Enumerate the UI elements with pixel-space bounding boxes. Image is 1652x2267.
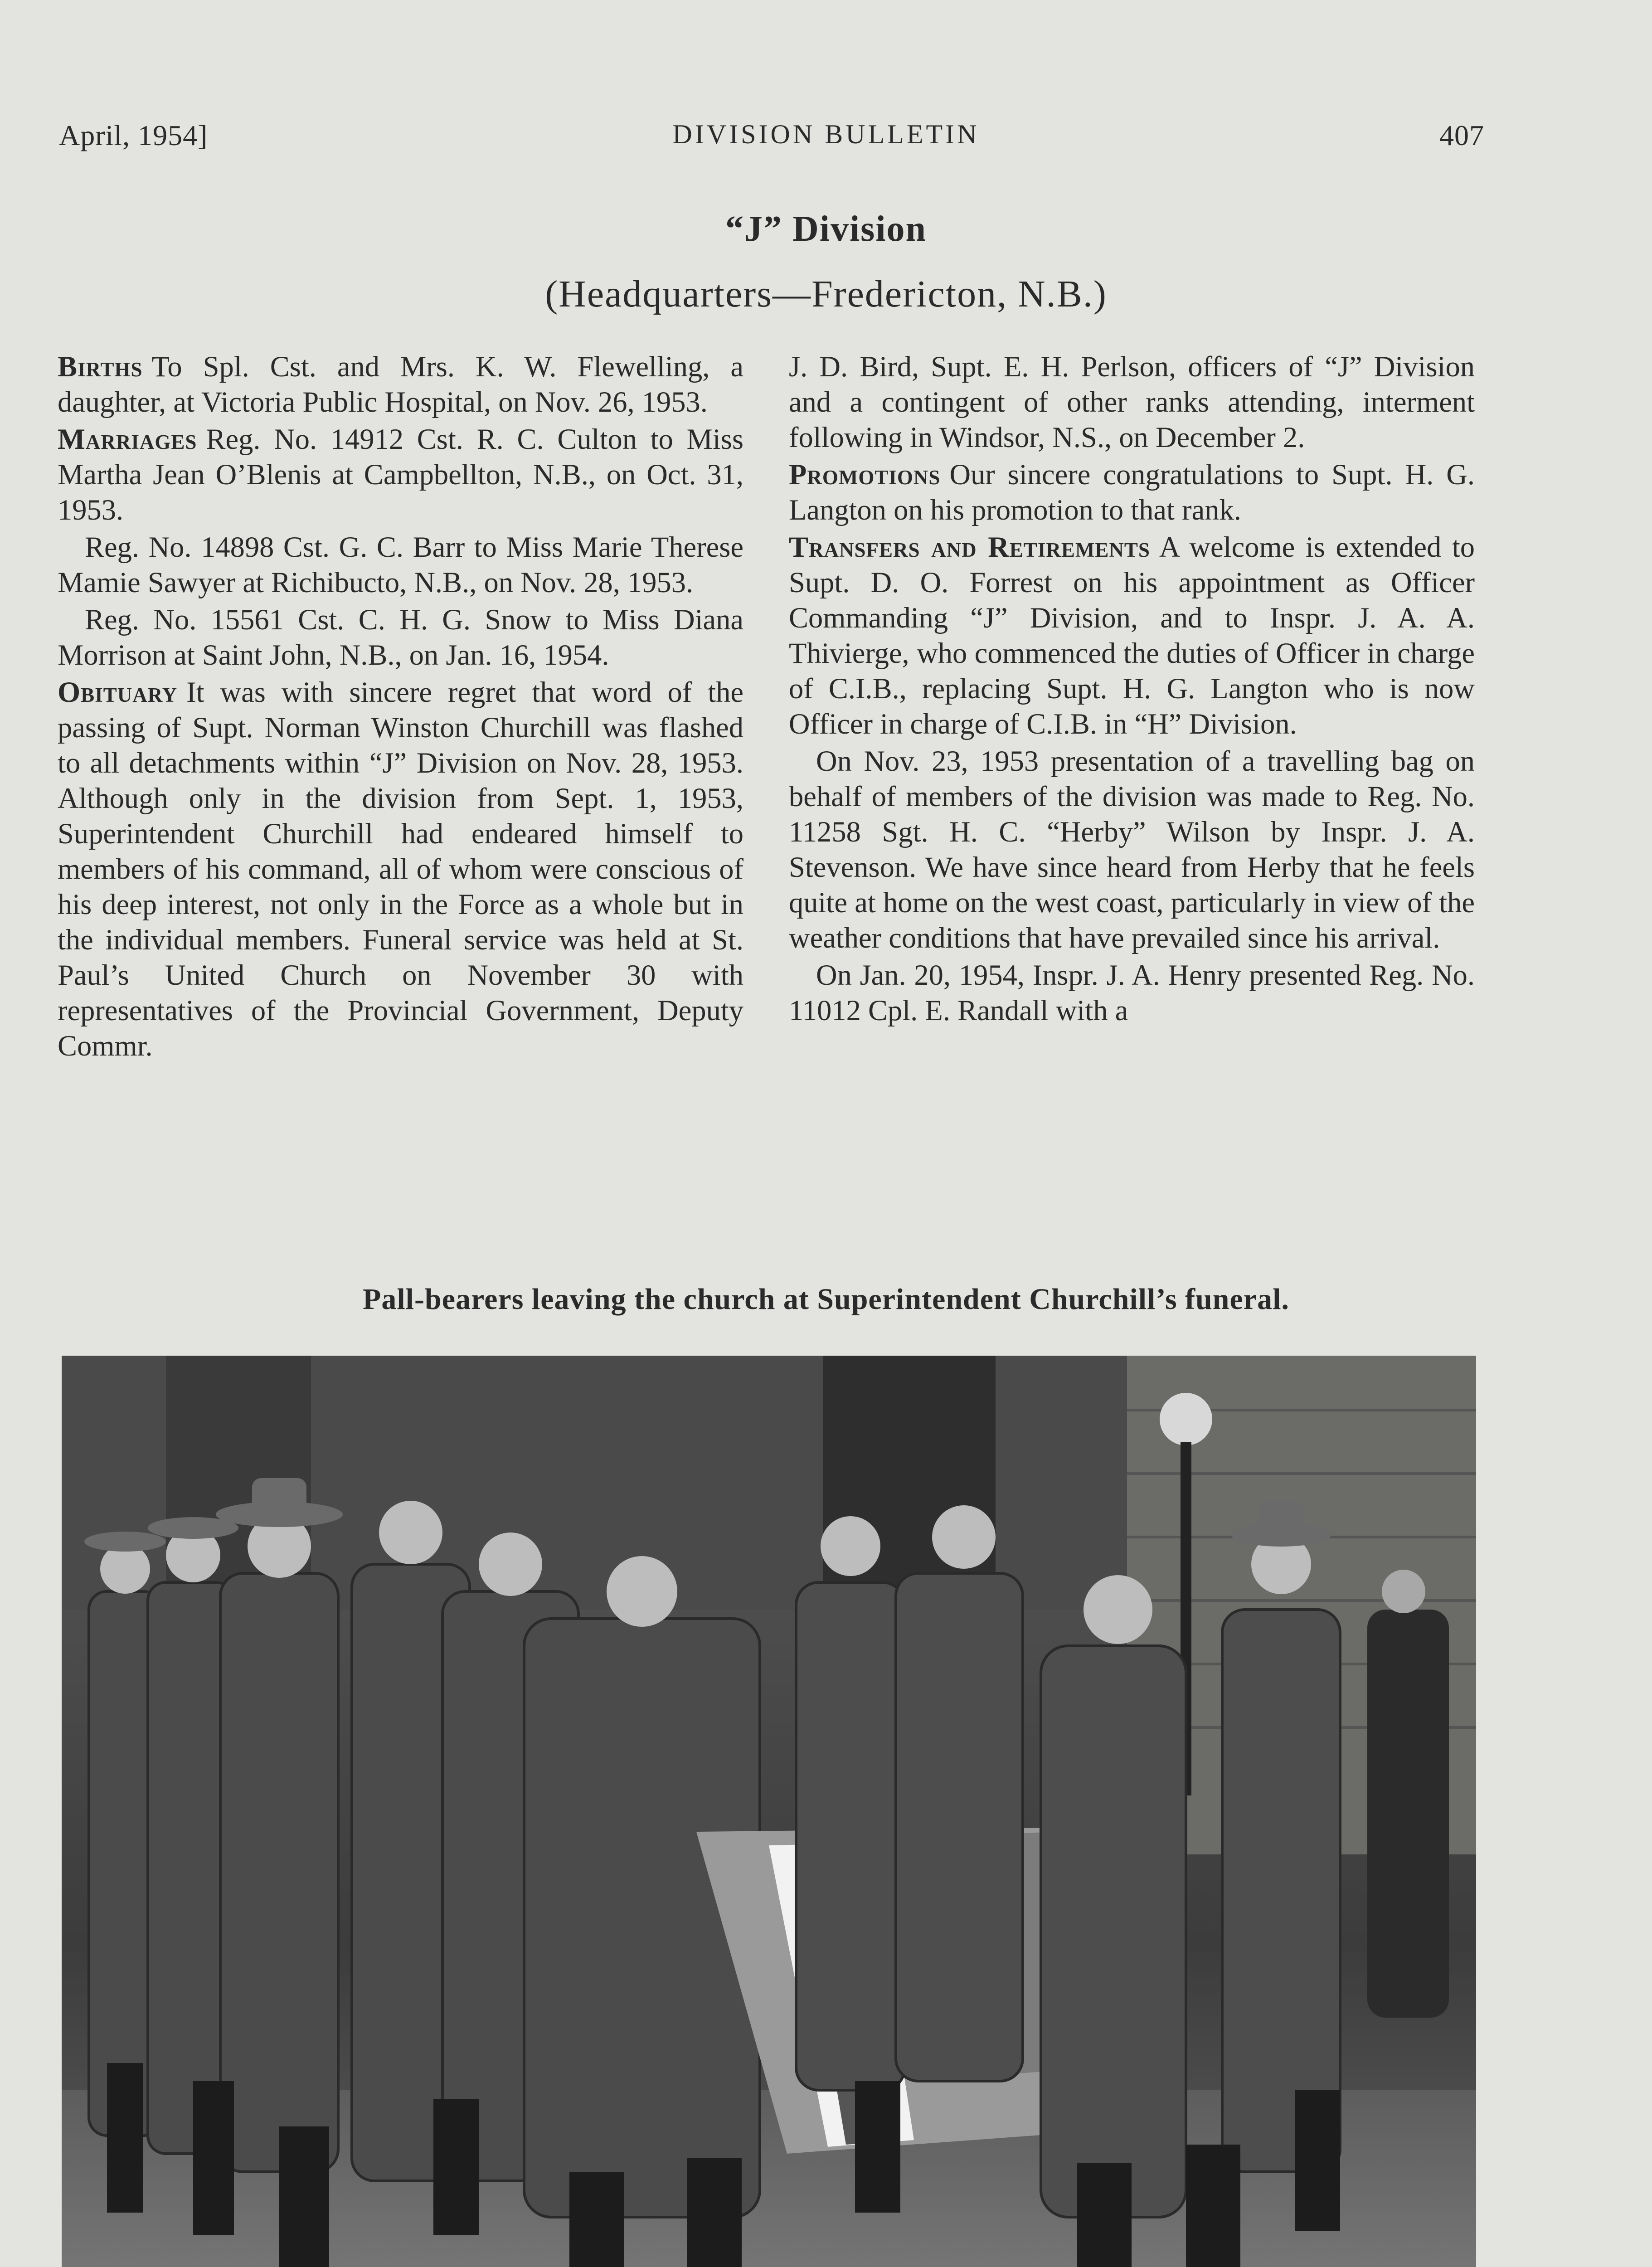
running-header-title: DIVISION BULLETIN <box>672 119 980 149</box>
obituary-heading: Obituary <box>58 676 178 708</box>
running-header-date: April, 1954] <box>59 119 208 151</box>
promotions-heading: Promotions <box>789 458 941 491</box>
left-column <box>58 349 743 1065</box>
transfers-text: A welcome is extended to Supt. D. O. Forrest on his appointment as Officer Commanding “J” Division, and to Inspr. J. A. A. Thivierge, who commenced the duties of Officer in charge of C.I.B., replacing Supt. H. G. Langton who is now Officer in charge of C.I.B. in “H” Division. <box>789 531 1475 740</box>
obituary-paragraph <box>58 675 743 1064</box>
photo-caption: Pall-bearers leaving the church at Superintendent Churchill’s funeral. <box>363 1283 1289 1316</box>
marriages-heading: Marriages <box>58 423 197 455</box>
funeral-photo <box>62 1356 1476 2267</box>
births-text: To Spl. Cst. and Mrs. K. W. Flewelling, a daughter, at Victoria Public Hospital, on Nov. 26, 1953. <box>58 350 743 418</box>
births-paragraph <box>58 349 743 420</box>
right-column <box>789 349 1475 1030</box>
marriages-paragraph <box>58 422 743 528</box>
funeral-photo-illustration <box>62 1356 1476 2267</box>
transfers-paragraph-3: On Jan. 20, 1954, Inspr. J. A. Henry presented Reg. No. 11012 Cpl. E. Randall with a <box>789 959 1475 1026</box>
births-heading: Births <box>58 350 143 383</box>
page-number: 407 <box>1439 119 1484 151</box>
marriage-paragraph-3: Reg. No. 15561 Cst. C. H. G. Snow to Miss Diana Morrison at Saint John, N.B., on Jan. 16, 1954. <box>58 603 743 671</box>
section-subtitle: (Headquarters—Fredericton, N.B.) <box>545 273 1107 315</box>
section-title: “J” Division <box>725 209 927 249</box>
promotions-text: Our sincere congratulations to Supt. H. G. Langton on his promotion to that rank. <box>789 458 1475 526</box>
transfers-heading: Transfers and Retirements <box>789 531 1150 563</box>
obituary-continued: J. D. Bird, Supt. E. H. Perlson, officers of “J” Division and a contingent of other ranks attending, interment following in Windsor, N.S., on December 2. <box>789 350 1475 453</box>
marriages-text: Reg. No. 14912 Cst. R. C. Culton to Miss Martha Jean O’Blenis at Campbellton, N.B., on Oct. 31, 1953. <box>58 423 743 526</box>
promotions-paragraph <box>789 457 1475 528</box>
obituary-text: It was with sincere regret that word of the passing of Supt. Norman Winston Churchill was flashed to all detachments within “J” Division on Nov. 28, 1953. Although only in the division from Sept. 1, 1953, Superintendent Churchill had endeared himself to members of his command, all of whom were conscious of his deep interest, not only in the Force as a whole but in the individual members. Funeral service was held at St. Paul’s United Church on November 30 with representatives of the Provincial Government, Deputy Commr. <box>58 676 743 1062</box>
transfers-paragraph <box>789 530 1475 742</box>
marriage-paragraph-2: Reg. No. 14898 Cst. G. C. Barr to Miss Marie Therese Mamie Sawyer at Richibucto, N.B., on Nov. 28, 1953. <box>58 531 743 598</box>
transfers-paragraph-2: On Nov. 23, 1953 presentation of a travelling bag on behalf of members of the division was made to Reg. No. 11258 Sgt. H. C. “Herby” Wilson by Inspr. J. A. Stevenson. We have since heard from Herby that he feels quite at home on the west coast, particularly in view of the weather conditions that have prevailed since his arrival. <box>789 745 1475 954</box>
